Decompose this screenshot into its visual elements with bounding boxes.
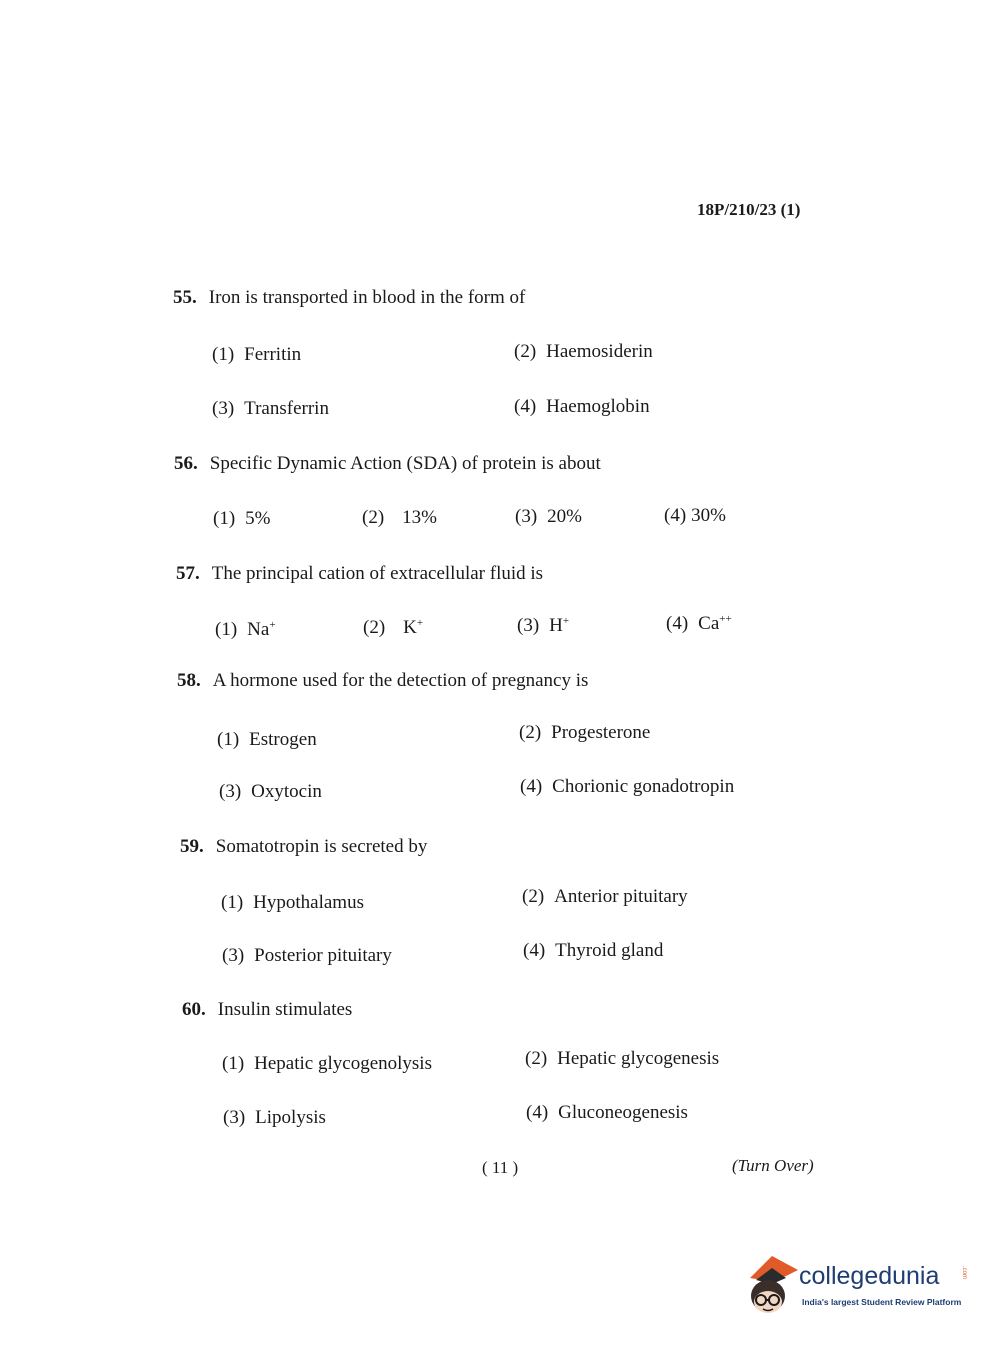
superscript-charge: ++ [719,613,732,625]
q58-option-3 [219,781,322,803]
option-text: Transferrin [244,398,329,419]
q60-option-4 [526,1102,688,1124]
question-56 [174,453,601,475]
q56-option-3 [515,506,582,528]
collegedunia-logo [742,1250,972,1320]
option-text: Hepatic glycogenolysis [254,1053,432,1074]
question-text: The principal cation of extracellular fluid is [211,563,544,584]
option-text: Estrogen [249,729,317,750]
q56-option-1 [213,508,270,530]
option-number: (1) [215,619,238,640]
question-text: Specific Dynamic Action (SDA) of protein is about [209,453,601,474]
option-number: (1) [212,344,235,365]
question-text: Iron is transported in blood in the form of [208,287,526,308]
option-text: Thyroid gland [555,940,664,961]
q58-option-2 [519,722,650,744]
q55-option-2 [514,341,653,363]
question-number: 56. [174,453,198,474]
option-text: Gluconeogenesis [558,1102,688,1123]
q57-option-2 [363,617,423,639]
question-59 [180,836,427,858]
q59-option-1 [221,892,364,914]
question-57 [176,563,543,585]
question-text: Somatotropin is secreted by [215,836,428,857]
option-number: (2) [514,341,537,362]
question-number: 60. [182,999,206,1020]
option-text: Haemoglobin [546,396,650,417]
q59-option-2 [522,886,688,908]
option-number: (4) [526,1102,549,1123]
logo-suffix: .com [961,1266,967,1280]
q58-option-4 [520,776,734,798]
logo-brand: collegedunia [799,1262,940,1290]
option-number: (1) [213,508,236,529]
option-number: (4) [523,940,546,961]
q57-option-4 [666,613,732,635]
option-number: (2) [519,722,542,743]
option-text: Hypothalamus [253,892,364,913]
q58-option-1 [217,729,317,751]
q56-option-2 [362,507,437,529]
q56-option-4 [664,505,726,527]
option-number: (1) [222,1053,245,1074]
question-number: 58. [177,670,201,691]
option-text: Anterior pituitary [554,886,688,907]
superscript-charge: + [416,617,424,629]
option-text: Lipolysis [255,1107,326,1128]
option-number: (3) [222,945,245,966]
option-number: (3) [517,615,540,636]
q55-option-1 [212,344,301,366]
option-text: 30% [691,505,726,526]
q60-option-3 [223,1107,326,1129]
option-number: (4) [664,505,687,526]
superscript-charge: + [269,619,276,631]
option-text: K [403,617,417,638]
option-number: (4) [520,776,543,797]
logo-tagline: India's largest Student Review Platform [802,1297,962,1307]
option-text: Chorionic gonadotropin [552,776,735,797]
question-number: 57. [176,563,200,584]
question-number: 55. [173,287,197,308]
option-number: (3) [223,1107,246,1128]
option-number: (1) [217,729,240,750]
q55-option-3 [212,398,329,420]
q59-option-4 [523,940,663,962]
option-number: (3) [219,781,242,802]
q60-option-1 [222,1053,432,1075]
q57-option-3 [517,615,569,637]
option-number: (2) [525,1048,548,1069]
option-text: Ca [698,613,720,634]
question-60 [182,999,352,1021]
question-55 [173,287,525,309]
option-text: 5% [245,508,271,529]
option-text: Ferritin [244,344,302,365]
option-number: (3) [515,506,538,527]
option-text: Haemosiderin [546,341,653,362]
option-text: Oxytocin [251,781,322,802]
turn-over-note: (Turn Over) [732,1156,814,1175]
q55-option-4 [514,396,650,418]
page-number: ( 11 ) [482,1158,519,1177]
option-number: (3) [212,398,235,419]
option-text: Hepatic glycogenesis [557,1048,720,1069]
option-number: (1) [221,892,244,913]
option-number: (4) [514,396,537,417]
paper-code: 18P/210/23 (1) [697,200,801,219]
option-text: 20% [547,506,582,527]
question-number: 59. [180,836,204,857]
option-text: Na [247,619,270,640]
option-number: (2) [522,886,545,907]
option-text: Posterior pituitary [254,945,392,966]
q60-option-2 [525,1048,719,1070]
option-text: 13% [402,507,437,528]
option-text: Progesterone [551,722,651,743]
q59-option-3 [222,945,392,967]
option-number: (4) [666,613,689,634]
question-text: A hormone used for the detection of pregnancy is [212,670,589,691]
option-number: (2) [363,617,386,638]
question-58 [177,670,588,692]
mascot-icon [742,1250,802,1320]
q57-option-1 [215,619,276,641]
superscript-charge: + [562,615,570,627]
question-text: Insulin stimulates [217,999,353,1020]
option-number: (2) [362,507,385,528]
option-text: H [549,615,563,636]
